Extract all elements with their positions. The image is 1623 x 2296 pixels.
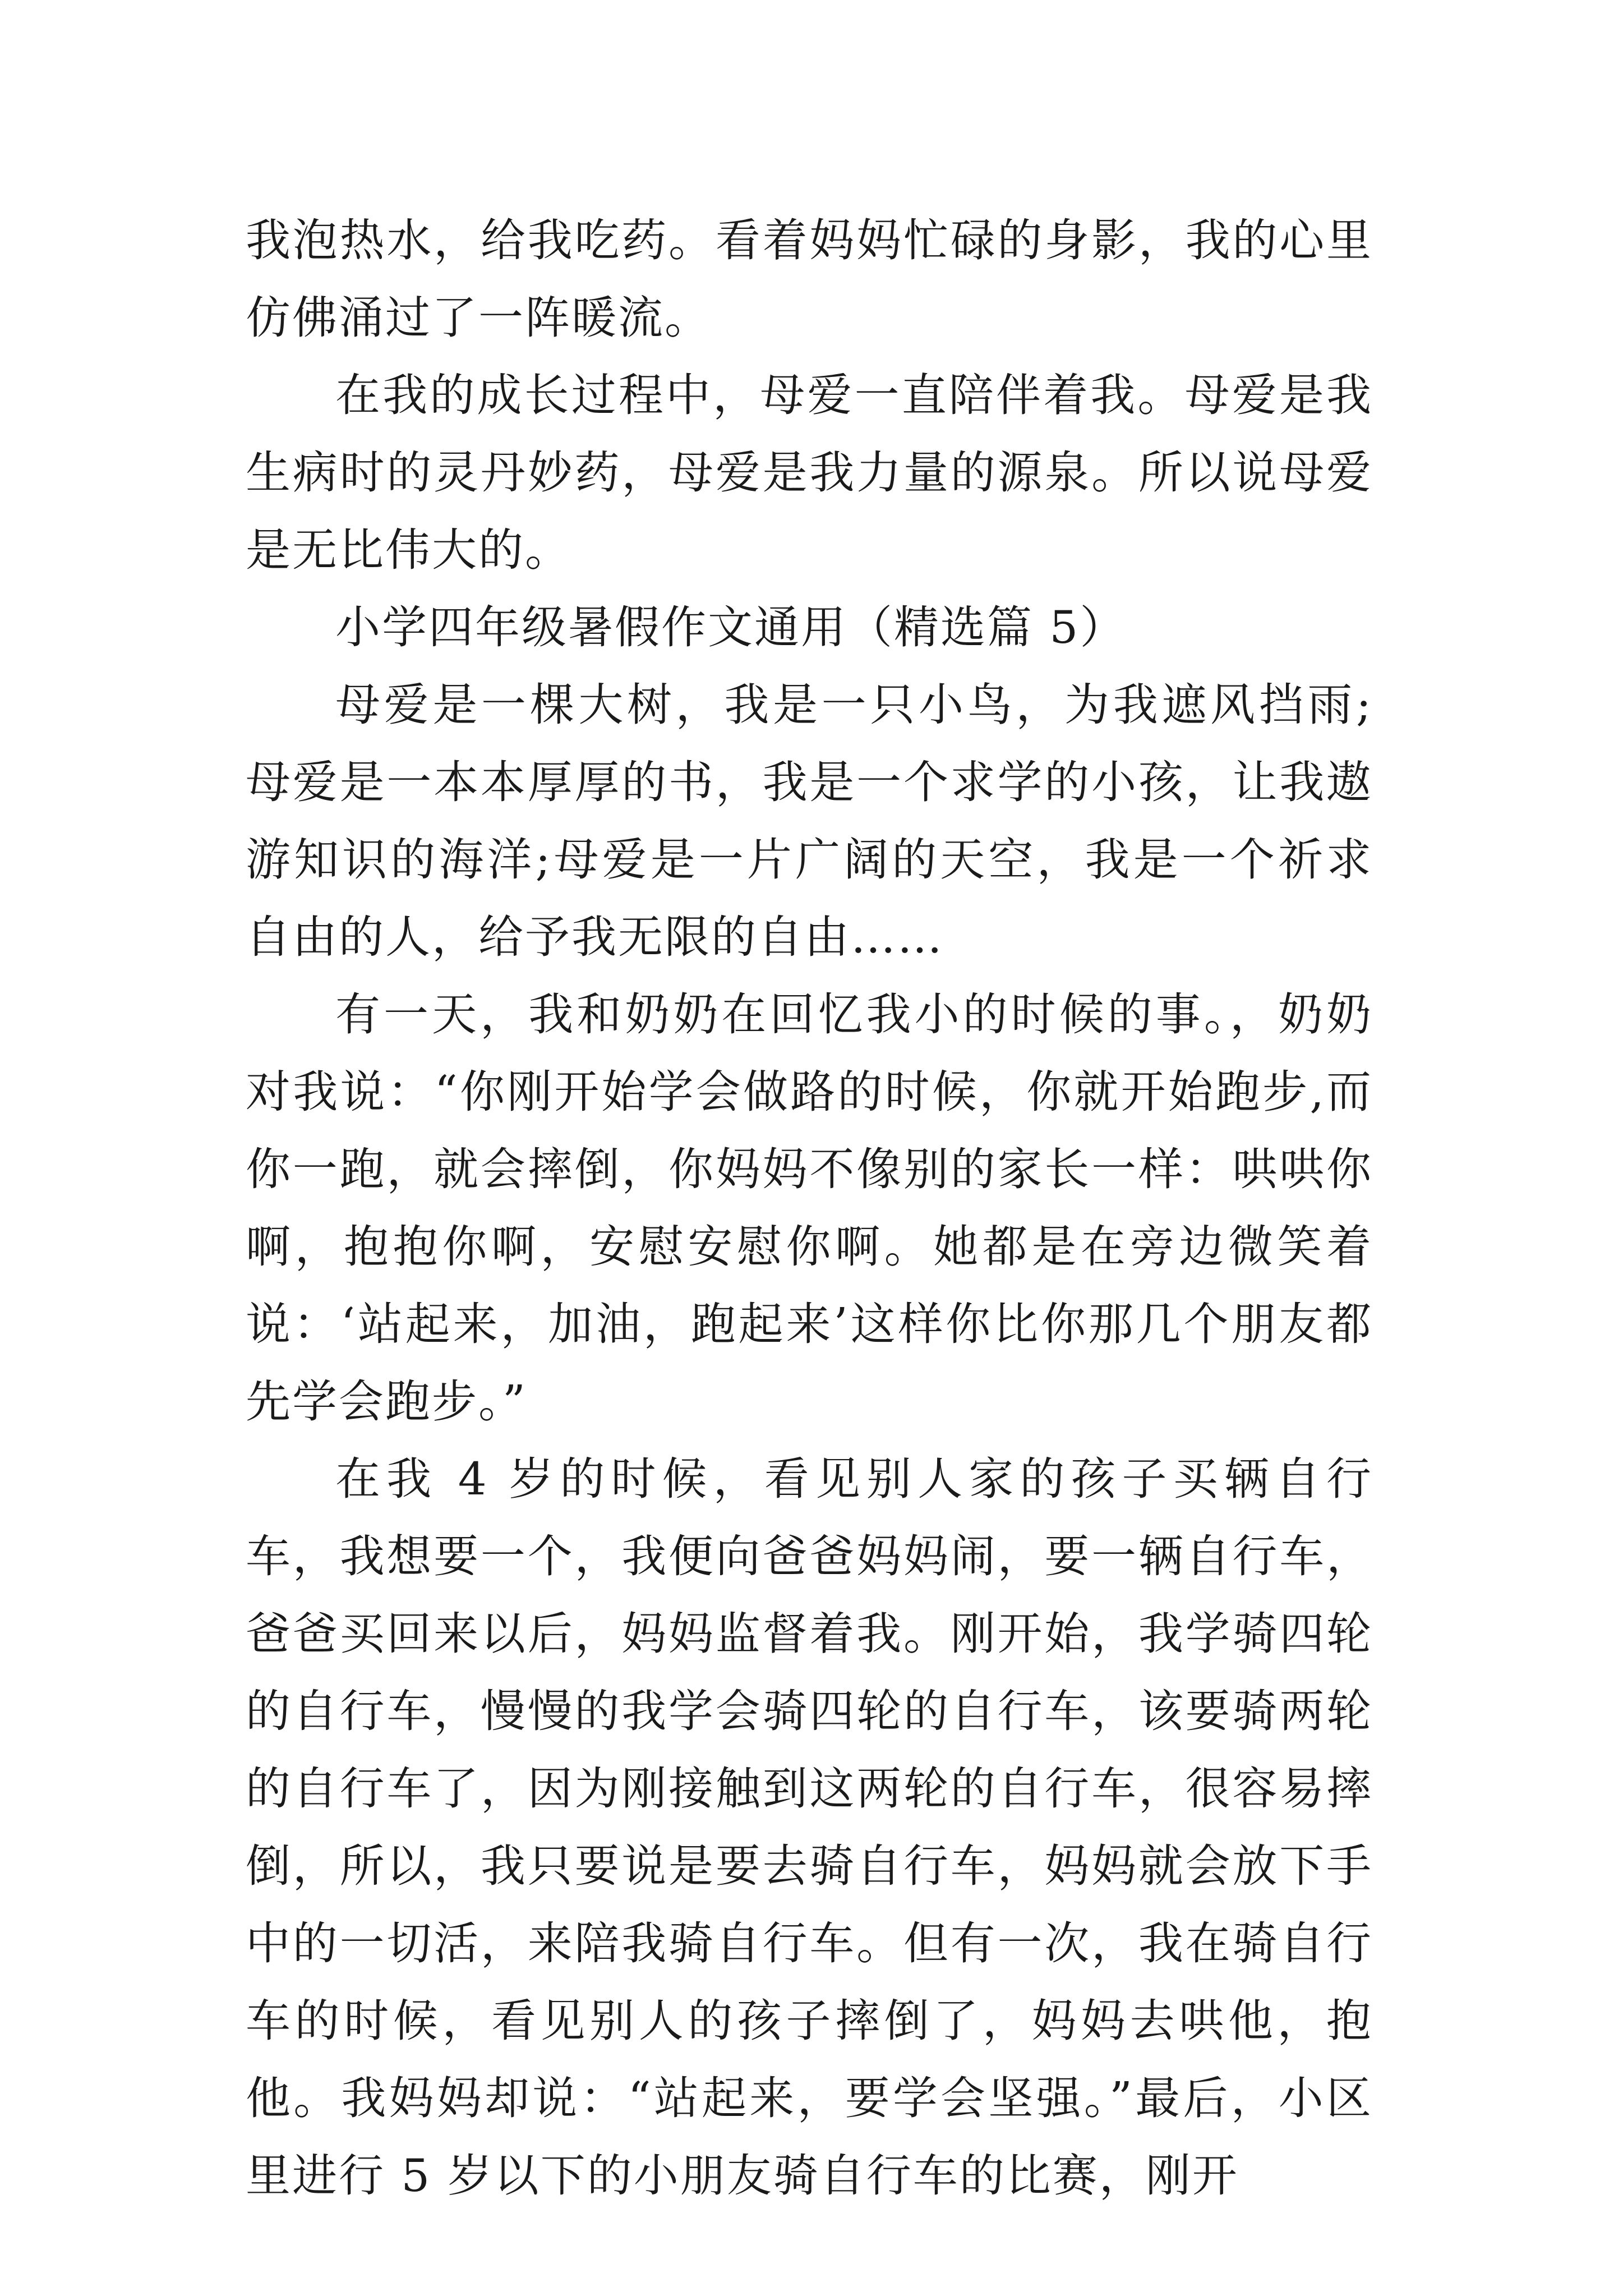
paragraph: 在我 4 岁的时候，看见别人家的孩子买辆自行车，我想要一个，我便向爸爸妈妈闹，要一辆自行车，爸爸买回来以后，妈妈监督着我。刚开始，我学骑四轮的自行车，慢慢的我学会骑四轮的自行车，该要骑两轮的自行车了，因为刚接触到这两轮的自行车，很容易摔倒，所以，我只要说是要去骑自行车，妈妈就会放下手中的一切活，来陪我骑自行车。但有一次，我在骑自行车的时候，看见别人的孩子摔倒了，妈妈去哄他，抱他。我妈妈却说：“站起来，要学会坚强。”最后，小区里进行 5 岁以下的小朋友骑自行车的比赛，刚开 <box>246 1453 1373 2202</box>
paragraph: 在我的成长过程中，母爱一直陪伴着我。母爱是我生病时的灵丹妙药，母爱是我力量的源泉。所以说母爱是无比伟大的。 <box>246 369 1373 576</box>
article-body <box>246 202 1373 2215</box>
paragraph: 有一天，我和奶奶在回忆我小的时候的事。，奶奶对我说：“你刚开始学会做路的时候，你就开始跑步,而你一跑，就会摔倒，你妈妈不像别的家长一样：哄哄你啊，抱抱你啊，安慰安慰你啊。她都是在旁边微笑着说：‘站起来，加油，跑起来’这样你比你那几个朋友都先学会跑步。” <box>246 988 1373 1428</box>
section-heading: 小学四年级暑假作文通用（精选篇 5） <box>335 601 1127 654</box>
paragraph: 我泡热水，给我吃药。看着妈妈忙碌的身影，我的心里仿佛涌过了一阵暖流。 <box>246 214 1373 344</box>
paragraph: 母爱是一棵大树，我是一只小鸟，为我遮风挡雨;母爱是一本本厚厚的书，我是一个求学的小孩，让我遨游知识的海洋;母爱是一片广阔的天空，我是一个祈求自由的人，给予我无限的自由…… <box>246 679 1373 963</box>
